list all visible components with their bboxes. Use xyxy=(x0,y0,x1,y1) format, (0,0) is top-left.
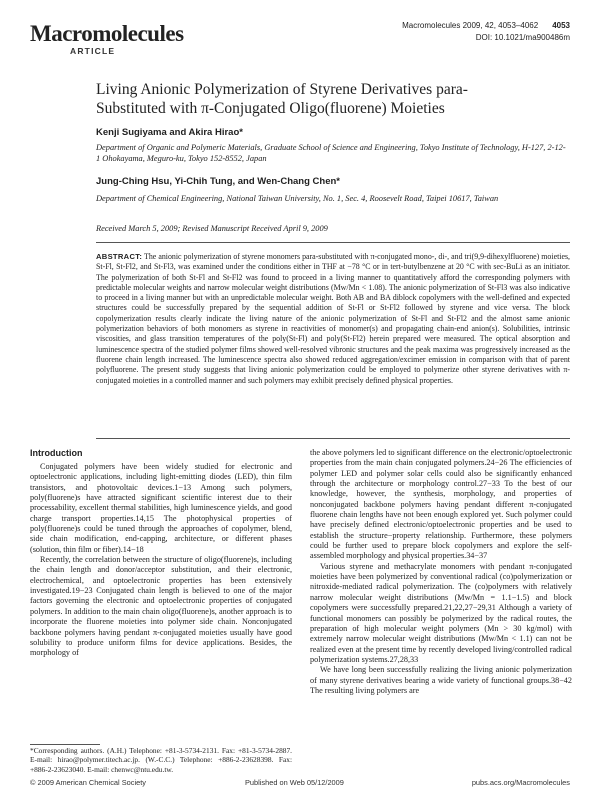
right-column xyxy=(310,448,572,696)
paragraph: Various styrene and methacrylate monomers with pendant π-conjugated moieties have been polymerized by conventional radical (co)polymerization or nitroxide-mediated radical polymerization. The (co)polymers with relatively narrow molecular weight distributions (Mw/Mn = 1.1−1.5) and block copolymers were successfully prepared.21,22,27−29,31 Although a variety of functional monomers can possibly be polymerized by the radical routes, the preparation of high molecular weight polymers (Mn > 30 kg/mol) with extremely narrow molecular weight distributions (Mw/Mn < 1.1) can not be realized even at the present time by recently developed living/controlled radical polymerization systems.27,28,33 xyxy=(310,561,572,664)
abstract xyxy=(96,252,570,386)
paragraph: Conjugated polymers have been widely studied for electronic and optoelectronic applications, including light-emitting diodes (LED), thin film transistors, and photovoltaic devices.1−13 Among such polymers, poly(fluorene)s have attracted significant scientific interest due to their processability, excellent thermal stabilities, high luminescence yields, and good charge transport properties.14,15 The photophysical properties of poly(fluorene)s could be tuned through the approaches of copolymer, blend, side chain modification, end-capping, architecture, or different phases (solution, thin film or fiber).14−18 xyxy=(30,462,292,554)
page-number: 4053 xyxy=(552,21,570,30)
article-title: Living Anionic Polymerization of Styrene Derivatives para-Substituted with π-Conjugated Oligo(fluorene) Moieties xyxy=(96,81,468,117)
corresponding-author-footnote: *Corresponding authors. (A.H.) Telephone: +81-3-5734-2131. Fax: +81-3-5734-2887. E-mail: hirao@polymer.titech.ac.jp. (W.-C.C.) Telephone: +886-2-23628398. Fax: +886-2-23623040. E-mail: chenwc@ntu.edu.tw. xyxy=(30,746,292,774)
paragraph: We have long been successfully realizing the living anionic polymerization of many styrene derivatives bearing a wide variety of functional groups.38−42 The resulting living polymers are xyxy=(310,665,572,695)
publication-date: Published on Web 05/12/2009 xyxy=(245,778,344,787)
article-type: ARTICLE xyxy=(70,46,116,56)
journal-logo xyxy=(30,22,184,56)
journal-name: Macromolecules xyxy=(30,21,184,46)
affiliation-1: Department of Organic and Polymeric Materials, Graduate School of Science and Engineering, Tokyo Institute of Technology, H-127, 2-12-1 Ohokayama, Meguro-ku, Tokyo 152-8552, Japan xyxy=(96,143,566,163)
left-column xyxy=(30,462,292,659)
citation: Macromolecules 2009, 42, 4053–4062 xyxy=(402,21,539,30)
received-dates: Received March 5, 2009; Revised Manuscript Received April 9, 2009 xyxy=(96,224,328,233)
doi-link[interactable]: DOI: 10.1021/ma900486m xyxy=(475,33,570,42)
copyright: © 2009 American Chemical Society xyxy=(30,778,146,787)
abstract-bottom-rule xyxy=(96,438,570,439)
abstract-label: ABSTRACT: xyxy=(96,252,143,261)
footnote-rule xyxy=(30,744,100,745)
paragraph: the above polymers led to significant difference on the electronic/optoelectronic properties from the main chain conjugated polymers.24−26 The efficiencies of polymer LED and polymer solar cells could also be significantly enhanced through the architecture or morphology control.27−33 To the best of our knowledge, however, the synthesis, morphology, and properties of nonconjugated backbone polymers having pendant different π-conjugated fluorene chain lengths have not been enough explored yet. Such polymer could have precisely defined electronic/optoelectronic properties and be used to establish the structure−property relationship. Furthermore, these polymers could be further used to prepare block copolymers and explore the self-assembled morphology and physical properties.34−37 xyxy=(310,448,572,561)
abstract-top-rule xyxy=(96,242,570,243)
citation-block xyxy=(402,20,570,44)
author-line-2: Jung-Ching Hsu, Yi-Chih Tung, and Wen-Chang Chen* xyxy=(96,176,340,187)
abstract-text: The anionic polymerization of styrene monomers para-substituted with π-conjugated mono-, di-, and tri(9,9-dihexylfluorene) moieties, St-Fl, St-Fl2, and St-Fl3, was examined under the conditions either in THF at −78 °C or in tert-butylbenzene at 20 °C with sec-BuLi as an initiator. The polymerization of both St-Fl and St-Fl2 was found to proceed in a living manner to quantitatively afford the corresponding polymers with predictable molecular weights and narrow molecular weight distributions (Mw/Mn < 1.08). The anionic polymerization of St-Fl3 was also indicative to proceed in a living manner but with an unpredictable molecular weight. Both AB and BA diblock copolymers with the well-defined and expected structures could be successfully prepared by the sequential addition of St-Fl or St-Fl2 followed by styrene and vice versa. The block copolymerization results clearly indicate the living nature of the anionic polymerization of St-Fl and St-Fl2 and the almost same anionic polymerization behaviors of both monomers as styrene in reactivities of monomer(s) and propagating chain-end anion(s). Solubilities, intrinsic viscosities, and glass transition temperatures of the poly(St-Fl) and poly(St-Fl2) herein prepared were measured. The optical absorption and luminescence spectra of the studied polymer films showed well-resolved vibronic structures and the peak maxima was progressively increased as the fluorene chain length increased. The luminescence spectra also showed reduced aggregation/excimer emission in comparison with that of parent polyfluorene. The present study suggests that living anionic polymerization could be employed to polymerize other styrene derivatives with π-conjugated moieties in a controlled manner and such polymers may exhibit precisely defined physical properties. xyxy=(96,252,571,385)
author-line-1: Kenji Sugiyama and Akira Hirao* xyxy=(96,127,243,138)
section-heading-introduction: Introduction xyxy=(30,448,83,458)
affiliation-2: Department of Chemical Engineering, National Taiwan University, No. 1, Sec. 4, Roosevelt Road, Taipei 10617, Taiwan xyxy=(96,194,499,203)
journal-url[interactable]: pubs.acs.org/Macromolecules xyxy=(471,778,570,787)
paragraph: Recently, the correlation between the structure of oligo(fluorene)s, including the chain length and donor/acceptor substitution, and their electronic, electrochemical, and optoelectronic properties has been extensively investigated.19−23 Conjugated chain length is believed to one of the major factors governing the electronic and optoelectronic properties of conjugated polymers. In addition to the main chain oligo(fluorene)s, another approach is to incorporate the fluorene moieties into polymer side chain. Nonconjugated backbone polymers having pendant π-conjugated moieties usually have good solubility to produce uniform films for device applications. Besides, the morphology of xyxy=(30,555,292,658)
